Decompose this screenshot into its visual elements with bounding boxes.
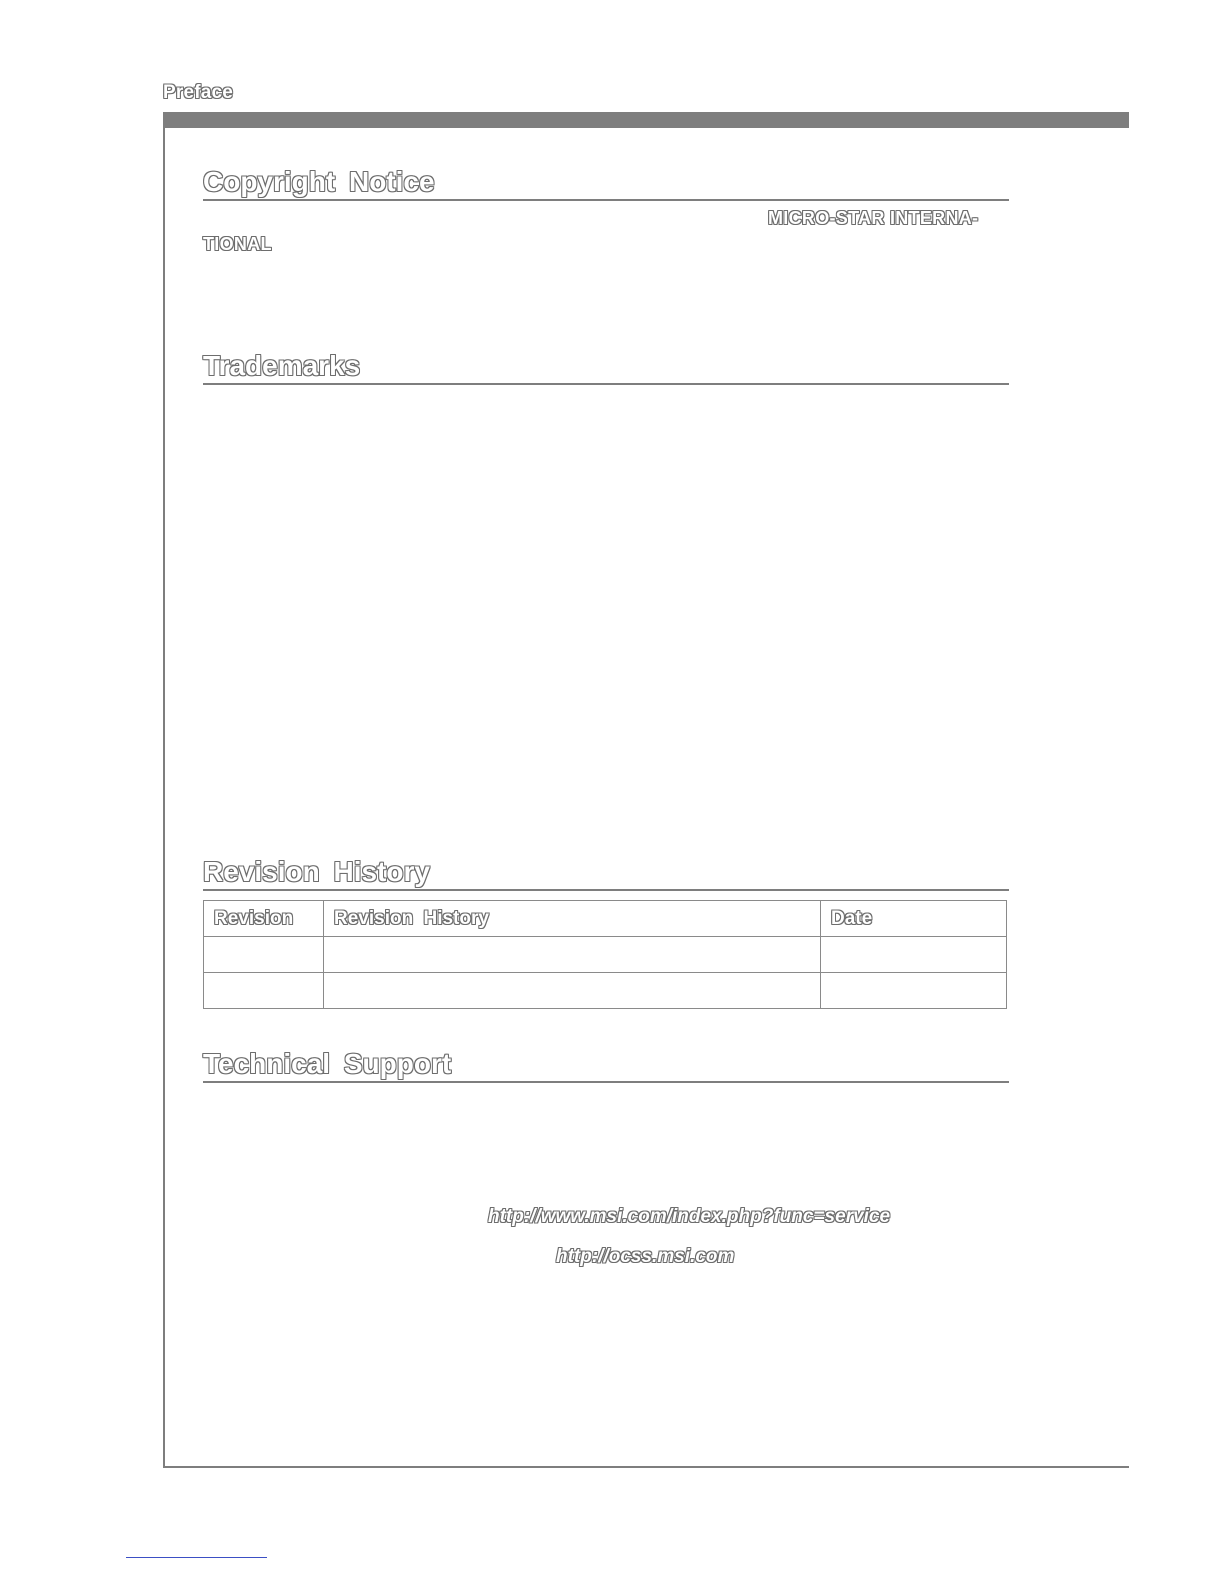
table-cell xyxy=(324,937,821,973)
page-header-label: Preface xyxy=(163,82,234,103)
company-name-part1: MICRO-STAR INTERNA- xyxy=(768,208,979,228)
ocss-link[interactable]: http://ocss.msi.com xyxy=(556,1246,735,1267)
column-header-revision: Revision xyxy=(204,901,324,937)
table-cell xyxy=(204,937,324,973)
technical-support-heading: Technical Support xyxy=(203,1048,1009,1083)
trademarks-heading: Trademarks xyxy=(203,350,1009,385)
table-cell xyxy=(821,973,1007,1009)
table-cell xyxy=(324,973,821,1009)
company-name-part2: TIONAL xyxy=(203,234,272,254)
table-cell xyxy=(204,973,324,1009)
service-link[interactable]: http://www.msi.com/index.php?func=service xyxy=(488,1206,891,1227)
revision-history-table xyxy=(203,900,1007,1009)
table-cell xyxy=(821,937,1007,973)
footer-link-underline xyxy=(126,1557,267,1558)
table-header-row xyxy=(204,901,1007,937)
column-header-date: Date xyxy=(821,901,1007,937)
header-bar xyxy=(163,112,1129,128)
column-header-revision-history: Revision History xyxy=(324,901,821,937)
copyright-heading: Copyright Notice xyxy=(203,166,1009,201)
left-margin-rule xyxy=(163,112,165,1468)
revision-history-heading: Revision History xyxy=(203,856,1009,891)
bottom-rule xyxy=(163,1466,1129,1468)
table-row xyxy=(204,973,1007,1009)
table-row xyxy=(204,937,1007,973)
